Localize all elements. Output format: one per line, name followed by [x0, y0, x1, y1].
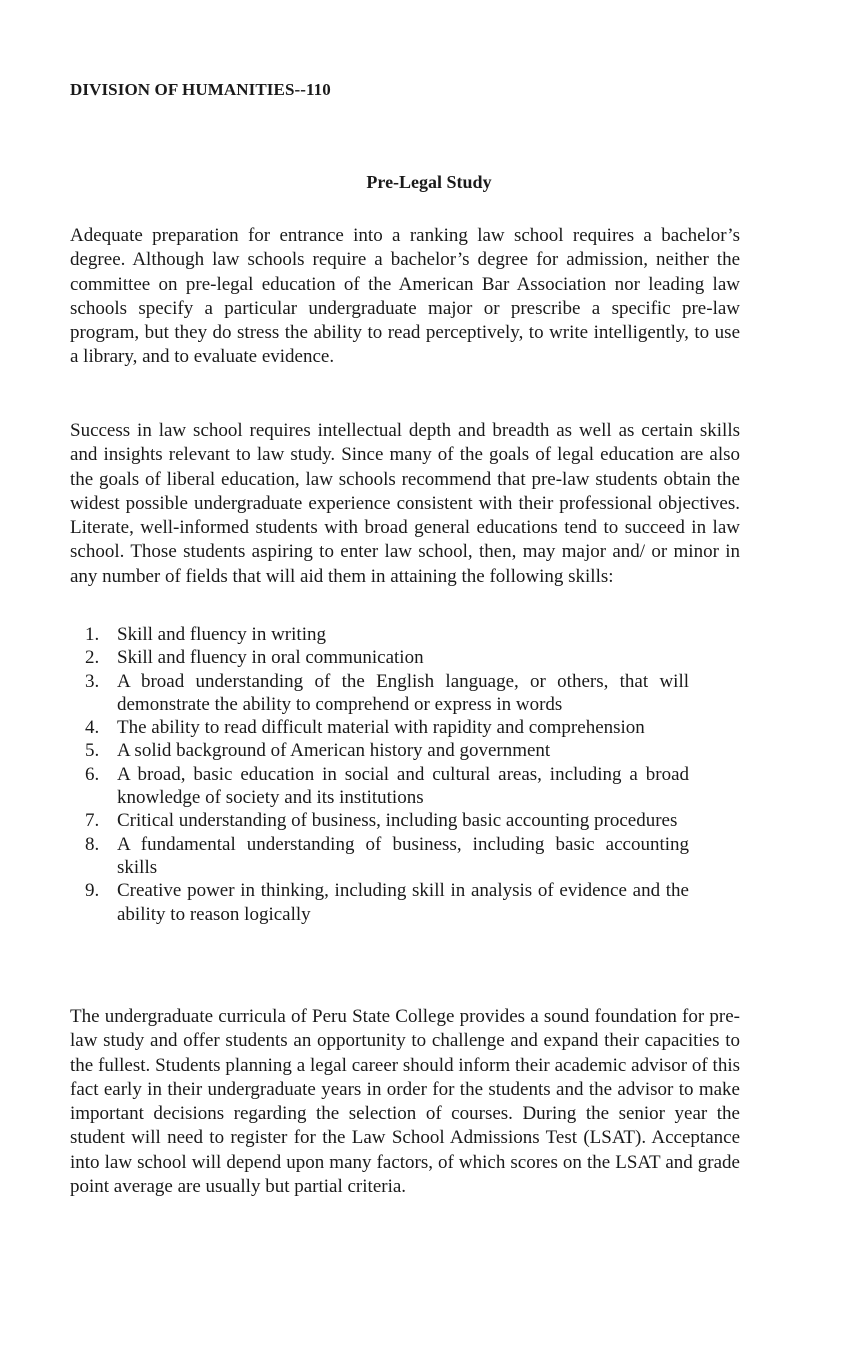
list-text: A fundamental understanding of business, including basic accounting skills	[117, 833, 689, 878]
list-number: 4.	[85, 717, 100, 739]
list-item	[79, 739, 689, 762]
list-number: 8.	[85, 833, 100, 855]
list-text: The ability to read difficult material with rapidity and comprehension	[117, 717, 645, 739]
list-item	[79, 763, 689, 810]
list-text: A solid background of American history and government	[117, 740, 551, 762]
paragraph-intro: Adequate preparation for entrance into a ranking law school requires a bachelor’s degree. Although law schools require a bachelor’s degree for admission, neither the committee on pre-legal education of the American Bar Association nor leading law schools specify a particular undergraduate major or prescribe a specific pre-law program, but they do stress the ability to read perceptively, to write intelligently, to use a library, and to evaluate evidence.	[70, 225, 740, 368]
section-title: Pre-Legal Study	[366, 172, 492, 192]
list-text: A broad, basic education in social and cultural areas, including a broad knowledge of society and its institutions	[117, 763, 689, 809]
list-number: 6.	[85, 763, 100, 785]
list-text: Skill and fluency in oral communication	[117, 647, 424, 669]
paragraph-success: Success in law school requires intellectual depth and breadth as well as certain skills and insights relevant to law study. Since many of the goals of legal education are also the goals of liberal education, law schools recommend that pre-law students obtain the widest possible undergraduate experience consistent with their professional objectives. Literate, well-informed students with broad general educations tend to succeed in law school. Those students aspiring to enter law school, then, may major and/ or minor in any number of fields that will aid them in attaining the following skills:	[70, 420, 740, 587]
list-item	[79, 833, 689, 880]
list-item	[79, 670, 689, 717]
list-number: 3.	[85, 670, 100, 692]
list-text: A broad understanding of the English language, or others, that will demonstrate the ability to comprehend or express in words	[117, 670, 689, 715]
page-header: DIVISION OF HUMANITIES--110	[70, 80, 331, 99]
list-item	[79, 716, 689, 739]
list-number: 2.	[85, 647, 100, 669]
list-number: 7.	[85, 810, 100, 832]
list-number: 1.	[85, 624, 100, 645]
skills-list	[79, 623, 689, 926]
paragraph-curricula: The undergraduate curricula of Peru State College provides a sound foundation for pre-law study and offer students an opportunity to challenge and expand their capacities to the fullest. Students planning a legal career should inform their academic advisor of this fact early in their undergraduate years in order for the students and the advisor to make important decisions regarding the selection of courses. During the senior year the student will need to register for the Law School Admissions Test (LSAT). Acceptance into law school will depend upon many factors, of which scores on the LSAT and grade point average are usually but partial criteria.	[70, 1006, 740, 1198]
list-item	[79, 646, 689, 669]
list-text: Skill and fluency in writing	[117, 624, 326, 645]
list-text: Creative power in thinking, including skill in analysis of evidence and the ability to reason logically	[117, 880, 689, 925]
list-item	[79, 809, 689, 832]
list-number: 5.	[85, 740, 100, 762]
list-text: Critical understanding of business, including basic accounting procedures	[117, 810, 678, 832]
list-item	[79, 879, 689, 926]
list-number: 9.	[85, 880, 100, 902]
list-item	[79, 623, 689, 646]
